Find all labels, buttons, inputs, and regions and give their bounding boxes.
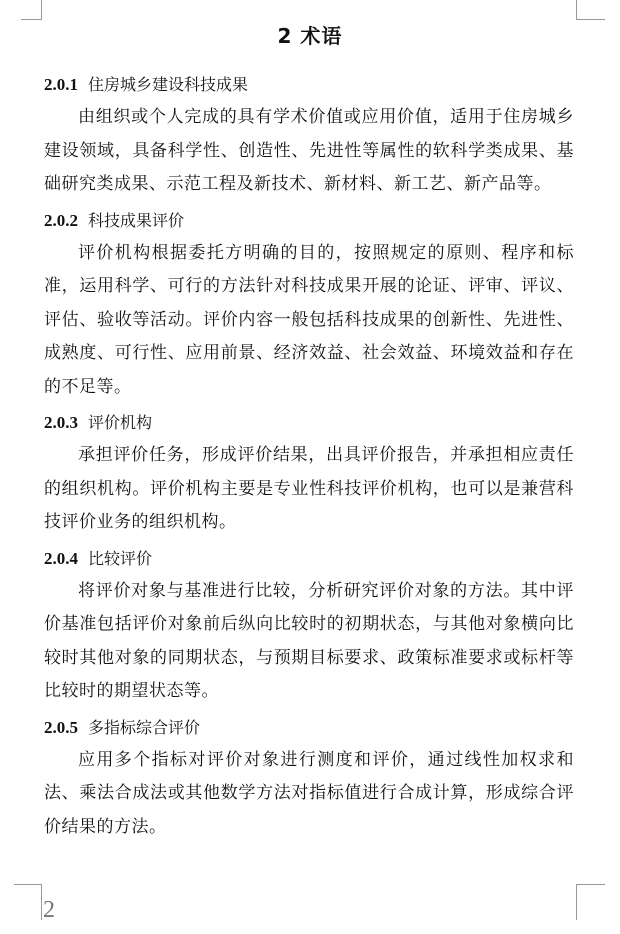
crop-mark-bottom-right — [576, 884, 577, 920]
term-heading — [44, 542, 574, 575]
term-number: 2.0.1 — [44, 75, 78, 94]
term-definition: 应用多个指标对评价对象进行测度和评价，通过线性加权求和法、乘法合成法或其他数学方法对指标值进行合成计算，形成综合评价结果的方法。 — [44, 749, 574, 837]
term-section-2-0-5 — [44, 711, 574, 845]
term-heading — [44, 711, 574, 744]
term-number: 2.0.2 — [44, 210, 78, 230]
term-number: 2.0.3 — [44, 413, 78, 432]
term-section-2-0-3 — [44, 406, 574, 540]
term-name: 住房城乡建设科技成果 — [88, 75, 249, 94]
crop-mark-bottom-right — [577, 884, 605, 885]
crop-mark-top-right — [576, 0, 577, 20]
term-section-2-0-1 — [44, 68, 574, 202]
term-heading — [44, 204, 574, 237]
crop-mark-top-left — [41, 0, 42, 20]
terms-list — [44, 68, 574, 846]
term-name: 评价机构 — [88, 413, 153, 432]
term-name: 多指标综合评价 — [88, 717, 201, 737]
term-number: 2.0.4 — [44, 548, 78, 568]
term-definition: 由组织或个人完成的具有学术价值或应用价值，适用于住房城乡建设领域，具备科学性、创造性、先进性等属性的软科学类成果、基础研究类成果、示范工程及新技术、新材料、新工艺、新产品等。 — [44, 107, 574, 194]
crop-mark-bottom-left — [14, 884, 41, 885]
term-definition: 评价机构根据委托方明确的目的，按照规定的原则、程序和标准，运用科学、可行的方法针对科技成果开展的论证、评审、评议、评估、验收等活动。评价内容一般包括科技成果的创新性、先进性、成熟度、可行性、应用前景、经济效益、社会效益、环境效益和存在的不足等。 — [44, 242, 574, 397]
term-name: 比较评价 — [88, 548, 153, 568]
term-number: 2.0.5 — [44, 717, 78, 737]
term-heading — [44, 406, 574, 439]
term-heading — [44, 68, 574, 101]
chapter-title: 2 术语 — [277, 24, 343, 48]
crop-mark-bottom-left — [41, 884, 42, 920]
page-number: 2 — [43, 897, 55, 923]
term-name: 科技成果评价 — [88, 210, 185, 230]
term-definition: 将评价对象与基准进行比较，分析研究评价对象的方法。其中评价基准包括评价对象前后纵向比较时的初期状态，与其他对象横向比较时其他对象的同期状态，与预期目标要求、政策标准要求或标杆等比较时的期望状态等。 — [44, 580, 574, 701]
term-section-2-0-2 — [44, 204, 574, 405]
term-definition: 承担评价任务，形成评价结果，出具评价报告，并承担相应责任的组织机构。评价机构主要是专业性科技评价机构，也可以是兼营科技评价业务的组织机构。 — [44, 445, 574, 532]
term-section-2-0-4 — [44, 542, 574, 709]
